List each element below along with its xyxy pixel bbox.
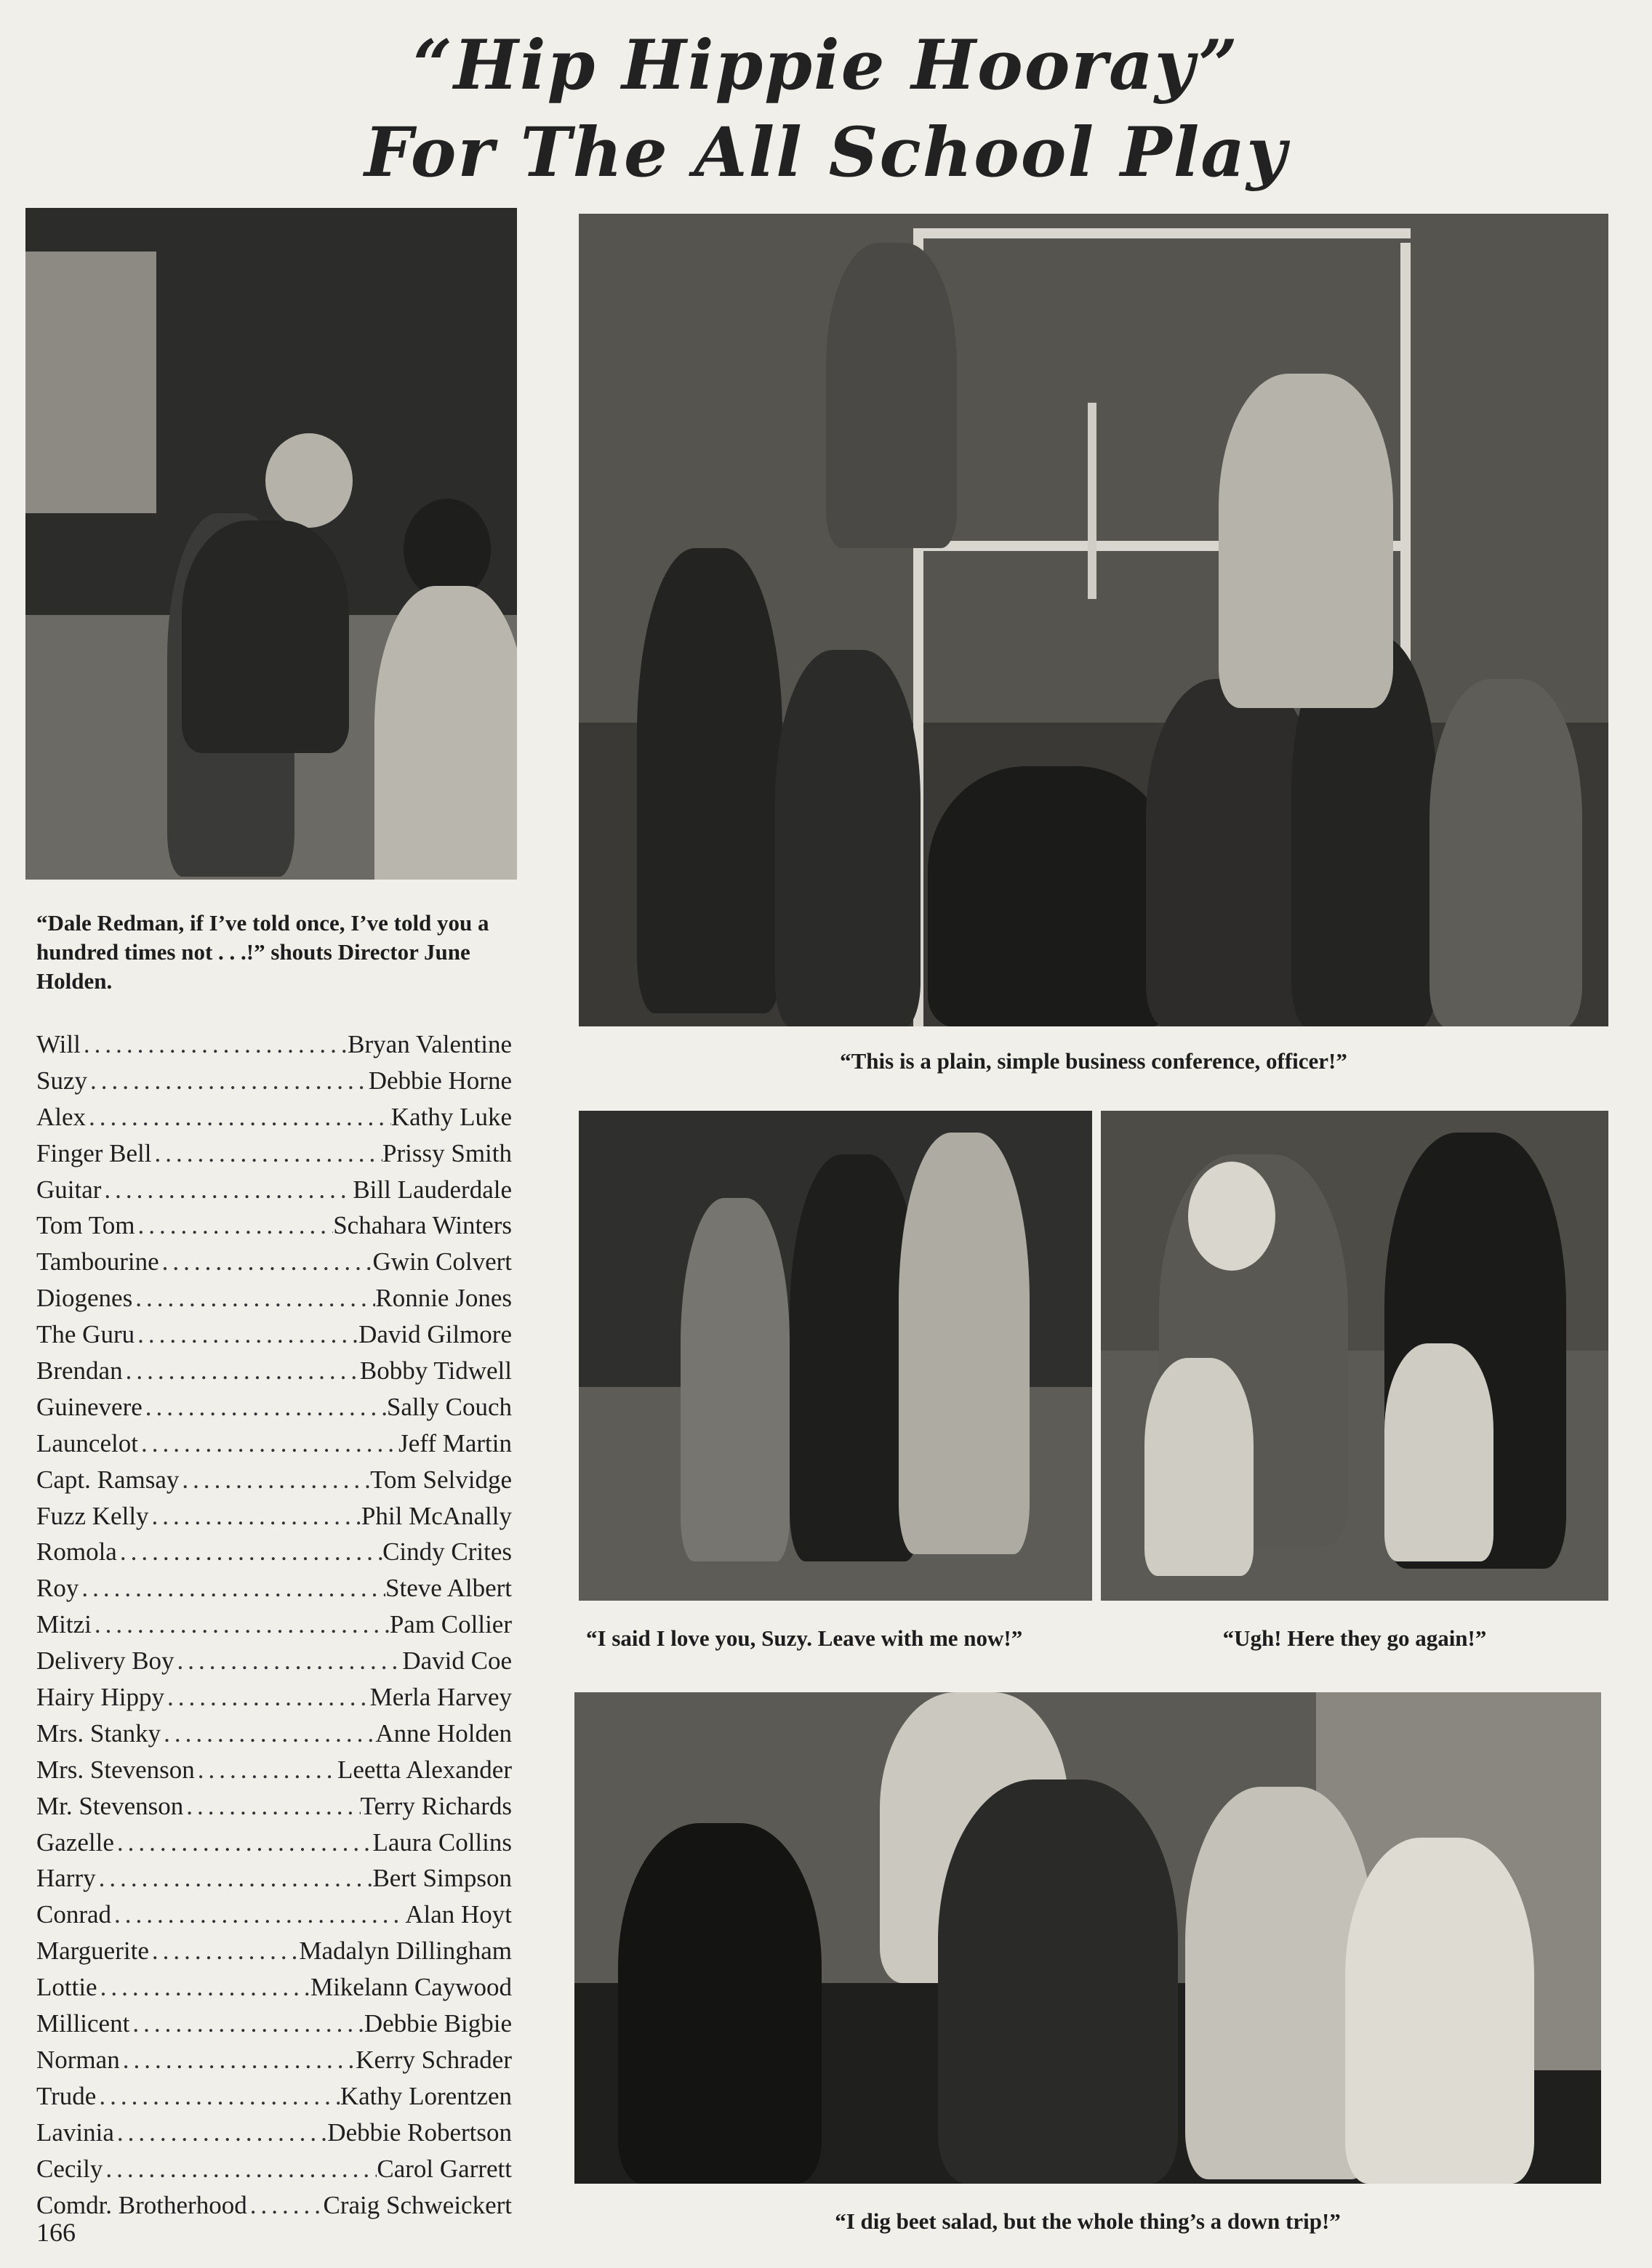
leader-dots (97, 1969, 310, 2006)
cast-role: Marguerite (36, 1937, 149, 1966)
leader-dots (151, 1135, 382, 1172)
cast-actor: Jeff Martin (398, 1428, 512, 1457)
cast-role: Mr. Stevenson (36, 1791, 184, 1820)
cast-row (36, 1679, 512, 1716)
leader-dots (138, 1425, 398, 1462)
cast-actor: Terry Richards (360, 1791, 512, 1820)
cast-actor: Bert Simpson (372, 1864, 512, 1893)
cast-role: Millicent (36, 2009, 130, 2038)
cast-role: Trude (36, 2081, 97, 2110)
leader-dots (96, 1860, 373, 1897)
cast-row (36, 1316, 512, 1353)
cast-row (36, 1353, 512, 1389)
leader-dots (143, 1389, 387, 1425)
cast-actor: Schahara Winters (333, 1211, 512, 1240)
leader-dots (96, 2078, 340, 2115)
leader-dots (114, 1825, 373, 1861)
cast-actor: Debbie Bigbie (364, 2009, 512, 2038)
cast-actor: Ronnie Jones (375, 1284, 512, 1313)
cast-actor: Madalyn Dillingham (299, 1937, 512, 1966)
cast-row (36, 1643, 512, 1679)
cast-actor: Craig Schweickert (323, 2190, 512, 2219)
cast-role: Conrad (36, 1900, 112, 1929)
leader-dots (120, 2042, 356, 2078)
leader-dots (149, 1498, 361, 1535)
cast-role: Lottie (36, 1973, 97, 2002)
cast-role: Mrs. Stanky (36, 1718, 161, 1748)
cast-actor: Prissy Smith (382, 1138, 512, 1167)
cast-actor: Anne Holden (375, 1718, 512, 1748)
cast-row (36, 1280, 512, 1316)
beet-salad-caption: “I dig beet salad, but the whole thing’s a down trip!” (835, 2208, 1341, 2234)
cast-role: Cecily (36, 2154, 103, 2183)
cast-actor: Debbie Horne (368, 1066, 512, 1095)
cast-group-photo (579, 214, 1608, 1026)
leader-dots (101, 1172, 353, 1208)
cast-role: The Guru (36, 1320, 135, 1349)
leader-dots (164, 1679, 370, 1716)
cast-row (36, 1788, 512, 1825)
cast-role: Tambourine (36, 1247, 159, 1276)
cast-actor: Leetta Alexander (337, 1755, 512, 1784)
cast-role: Norman (36, 2045, 120, 2074)
cast-actor: Kathy Luke (390, 1102, 512, 1131)
cast-role: Suzy (36, 1066, 87, 1095)
director-photo (25, 208, 517, 880)
leader-dots (161, 1716, 375, 1752)
love-scene-photo (579, 1111, 1092, 1601)
cast-role: Will (36, 1030, 81, 1058)
cast-group-caption: “This is a plain, simple business conference, officer!” (840, 1048, 1347, 1074)
leader-dots (79, 1570, 385, 1606)
cast-role: Lavinia (36, 2118, 114, 2147)
cast-row (36, 1606, 512, 1643)
cast-row (36, 1244, 512, 1280)
leader-dots (81, 1026, 348, 1063)
love-scene-caption: “I said I love you, Suzy. Leave with me now!” (586, 1625, 1023, 1651)
cast-list (36, 1026, 512, 2223)
cast-actor: Alan Hoyt (405, 1900, 512, 1929)
cast-row (36, 2115, 512, 2151)
cast-role: Tom Tom (36, 1211, 135, 1240)
cast-actor: Phil McAnally (361, 1501, 512, 1530)
director-caption: “Dale Redman, if I’ve told once, I’ve told you a hundred times not . . .!” shouts Director June Holden. (36, 910, 489, 994)
cast-role: Guitar (36, 1175, 102, 1204)
cast-row (36, 2006, 512, 2042)
cast-row (36, 1172, 512, 1208)
cast-row (36, 1752, 512, 1788)
cast-actor: David Gilmore (358, 1320, 512, 1349)
cast-actor: Debbie Robertson (327, 2118, 512, 2147)
cast-role: Diogenes (36, 1284, 133, 1313)
cast-row (36, 1933, 512, 1969)
cast-actor: Carol Garrett (377, 2154, 512, 2183)
cast-row (36, 1389, 512, 1425)
cast-row (36, 1462, 512, 1498)
cast-row (36, 2042, 512, 2078)
leader-dots (247, 2187, 324, 2224)
leader-dots (195, 1752, 337, 1788)
cast-role: Delivery Boy (36, 1646, 175, 1676)
page-title-line-2: For The All School Play (364, 113, 1288, 193)
cast-row (36, 1860, 512, 1897)
leader-dots (117, 1534, 382, 1570)
leader-dots (86, 1099, 391, 1135)
seated-scene-caption: “Ugh! Here they go again!” (1222, 1625, 1487, 1651)
cast-role: Alex (36, 1102, 87, 1131)
leader-dots (103, 2151, 377, 2187)
leader-dots (132, 1280, 375, 1316)
cast-actor: Cindy Crites (382, 1537, 512, 1567)
cast-role: Launcelot (36, 1428, 138, 1457)
cast-actor: Bryan Valentine (348, 1030, 512, 1058)
cast-role: Harry (36, 1864, 96, 1893)
leader-dots (135, 1316, 358, 1353)
leader-dots (135, 1207, 333, 1244)
cast-role: Romola (36, 1537, 117, 1567)
cast-row (36, 1534, 512, 1570)
cast-role: Mrs. Stevenson (36, 1755, 195, 1784)
leader-dots (175, 1643, 403, 1679)
leader-dots (149, 1933, 300, 1969)
cast-role: Guinevere (36, 1392, 143, 1421)
cast-actor: Laura Collins (372, 1827, 512, 1857)
cast-row (36, 1897, 512, 1933)
cast-row (36, 1207, 512, 1244)
cast-role: Gazelle (36, 1827, 114, 1857)
leader-dots (159, 1244, 373, 1280)
beet-salad-photo (574, 1692, 1601, 2184)
cast-actor: Kerry Schrader (356, 2045, 512, 2074)
cast-actor: Bill Lauderdale (353, 1175, 512, 1204)
cast-actor: Tom Selvidge (370, 1465, 512, 1494)
cast-role: Capt. Ramsay (36, 1465, 180, 1494)
cast-row (36, 2078, 512, 2115)
cast-row (36, 2187, 512, 2224)
cast-row (36, 1498, 512, 1535)
cast-row (36, 1570, 512, 1606)
leader-dots (183, 1788, 360, 1825)
cast-actor: Mikelann Caywood (310, 1973, 512, 2002)
cast-row (36, 1425, 512, 1462)
page-title-line-1: “Hip Hippie Hooray” (412, 25, 1240, 105)
leader-dots (87, 1063, 369, 1099)
leader-dots (111, 1897, 405, 1933)
cast-actor: Sally Couch (386, 1392, 512, 1421)
cast-role: Roy (36, 1574, 79, 1603)
cast-row (36, 1969, 512, 2006)
cast-actor: Gwin Colvert (372, 1247, 512, 1276)
leader-dots (114, 2115, 327, 2151)
cast-row (36, 1063, 512, 1099)
cast-role: Comdr. Brotherhood (36, 2190, 247, 2219)
cast-role: Fuzz Kelly (36, 1501, 149, 1530)
leader-dots (123, 1353, 360, 1389)
cast-actor: Pam Collier (389, 1610, 512, 1639)
leader-dots (129, 2006, 364, 2042)
leader-dots (179, 1462, 370, 1498)
cast-role: Hairy Hippy (36, 1683, 164, 1712)
cast-role: Mitzi (36, 1610, 92, 1639)
cast-role: Finger Bell (36, 1138, 152, 1167)
seated-scene-photo (1101, 1111, 1608, 1601)
cast-row (36, 1026, 512, 1063)
page-number: 166 (36, 2218, 76, 2247)
cast-actor: Merla Harvey (369, 1683, 512, 1712)
cast-row (36, 2151, 512, 2187)
cast-row (36, 1135, 512, 1172)
leader-dots (92, 1606, 390, 1643)
cast-actor: David Coe (402, 1646, 512, 1676)
cast-actor: Kathy Lorentzen (340, 2081, 512, 2110)
cast-actor: Bobby Tidwell (359, 1356, 512, 1386)
cast-role: Brendan (36, 1356, 123, 1386)
cast-row (36, 1825, 512, 1861)
cast-row (36, 1716, 512, 1752)
cast-row (36, 1099, 512, 1135)
cast-actor: Steve Albert (385, 1574, 512, 1603)
